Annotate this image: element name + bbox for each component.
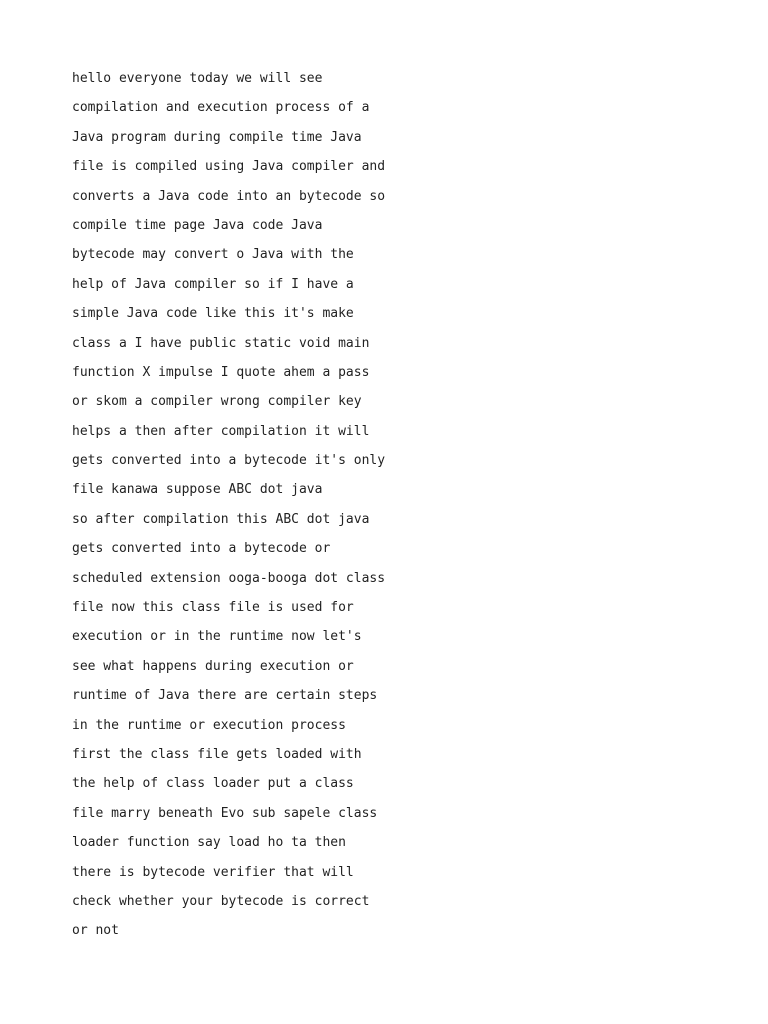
text-line: scheduled extension ooga-booga dot class — [72, 570, 386, 586]
text-line: Java program during compile time Java — [72, 129, 362, 145]
text-line: simple Java code like this it's make — [72, 306, 354, 322]
text-line: file is compiled using Java compiler and — [72, 159, 386, 175]
text-line: function X impulse I quote ahem a pass — [72, 364, 370, 380]
text-line: hello everyone today we will see — [72, 71, 323, 86]
text-line: converts a Java code into an bytecode so — [72, 188, 386, 204]
text-line: the help of class loader put a class — [72, 776, 354, 792]
text-line: compilation and execution process of a — [72, 100, 370, 116]
text-line: loader function say load ho ta then — [72, 835, 346, 851]
text-line: gets converted into a bytecode or — [72, 541, 331, 557]
text-line: help of Java compiler so if I have a — [72, 276, 354, 292]
text-line: first the class file gets loaded with — [72, 746, 362, 762]
text-line: helps a then after compilation it will — [72, 423, 370, 439]
text-line: compile time page Java code Java — [72, 217, 323, 233]
text-line: or not — [72, 923, 119, 939]
text-line: there is bytecode verifier that will — [72, 864, 354, 880]
text-line: or skom a compiler wrong compiler key — [72, 394, 362, 410]
text-line: file now this class file is used for — [72, 600, 354, 616]
text-line: in the runtime or execution process — [72, 717, 346, 733]
transcript-text — [72, 64, 712, 946]
text-line: execution or in the runtime now let's — [72, 629, 362, 645]
text-line: file kanawa suppose ABC dot java — [72, 482, 323, 498]
text-line: bytecode may convert o Java with the — [72, 247, 354, 263]
text-line: so after compilation this ABC dot java — [72, 511, 370, 527]
text-line: check whether your bytecode is correct — [72, 893, 370, 909]
text-line: gets converted into a bytecode it's only — [72, 453, 386, 469]
text-line: class a I have public static void main — [72, 335, 370, 351]
text-line: file marry beneath Evo sub sapele class — [72, 805, 378, 821]
text-line: runtime of Java there are certain steps — [72, 688, 378, 704]
text-line: see what happens during execution or — [72, 658, 354, 674]
